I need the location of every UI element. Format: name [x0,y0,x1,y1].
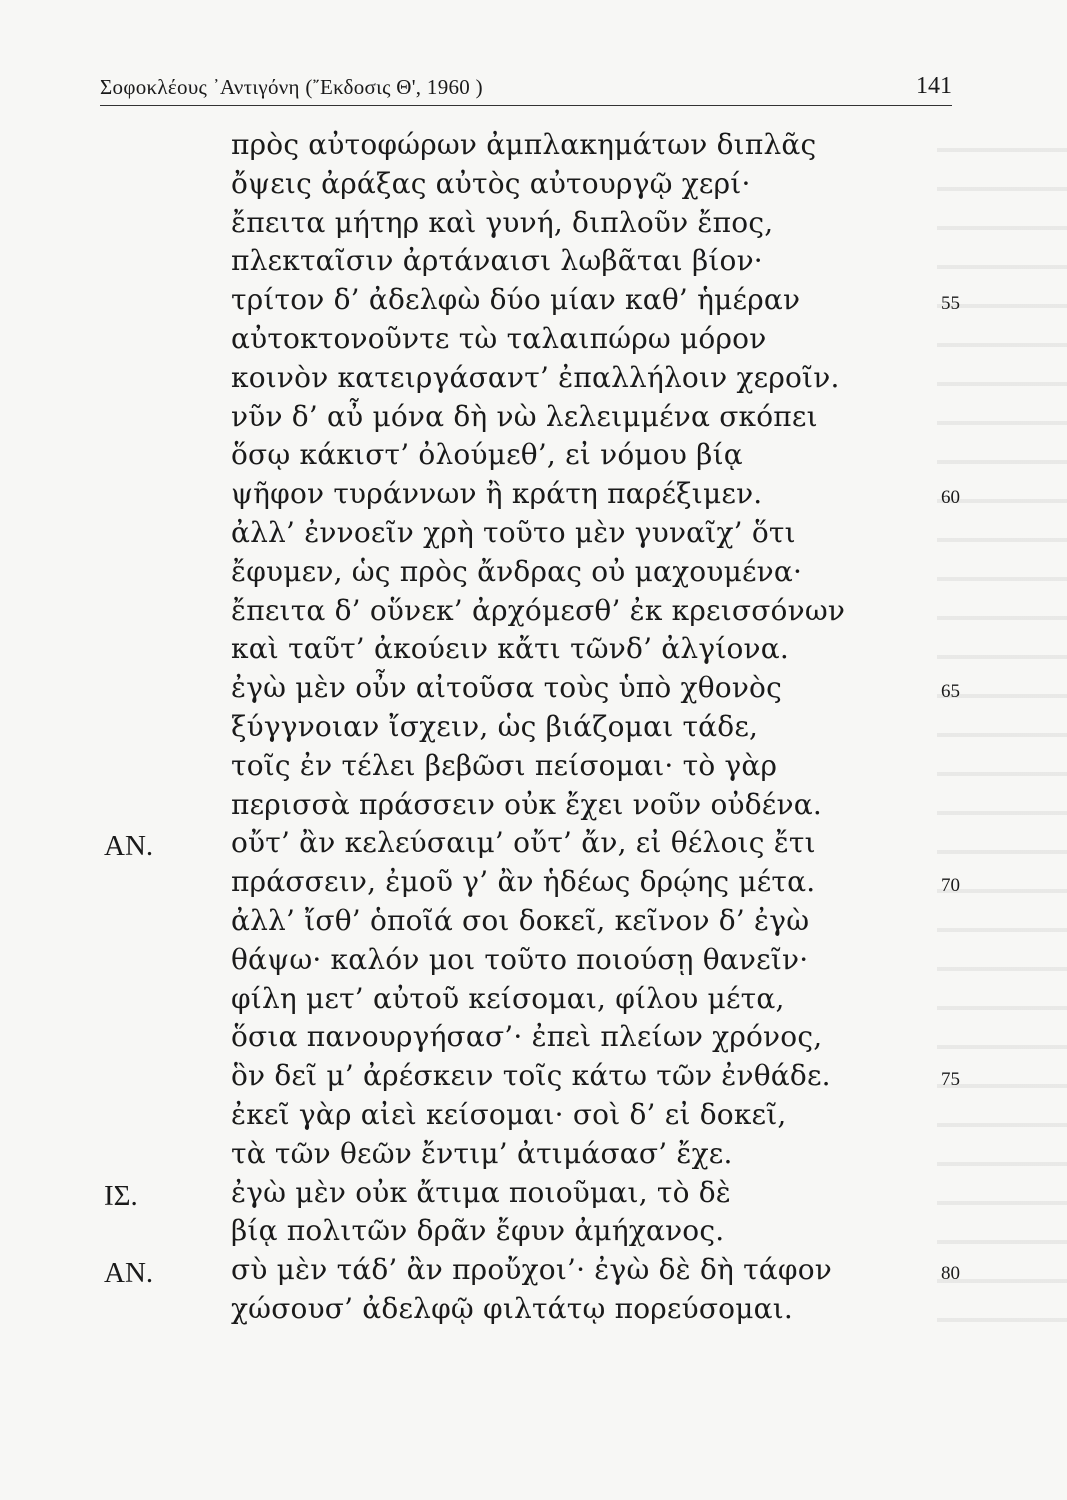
verse-text: περισσὰ πράσσειν οὐκ ἔχει νοῦν οὐδένα. [231,787,822,821]
verse-line [100,865,960,904]
verse-line [100,244,960,283]
verse-line [100,671,960,710]
line-number: 75 [941,1069,960,1091]
page-number: 141 [916,73,952,99]
line-number: 80 [941,1263,960,1285]
verse-text: ψῆφον τυράννων ἢ κράτη παρέξιμεν. [231,477,763,511]
verse-line [100,477,960,516]
line-number: 65 [941,681,960,703]
verse-text: ἐγὼ μὲν οὖν αἰτοῦσα τοὺς ὑπὸ χθονὸς [231,671,782,705]
line-number: 55 [941,293,960,315]
running-header [100,66,952,106]
verse-text: κοινὸν κατειργάσαντ’ ἐπαλλήλοιν χεροῖν. [231,360,840,394]
verse-text: ὅσῳ κάκιστ’ ὀλούμεθ’, εἰ νόμου βίᾳ [231,438,743,472]
verse-text: οὔτ’ ἂν κελεύσαιμ’ οὔτ’ ἄν, εἰ θέλοις ἔτι [231,826,816,860]
verse-text: ἐκεῖ γὰρ αἰεὶ κείσομαι· σοὶ δ’ εἰ δοκεῖ, [231,1097,787,1131]
verse-line [100,826,960,865]
verse-text: τρίτον δ’ ἀδελφὼ δύο μίαν καθ’ ἡμέραν [231,283,801,317]
verse-text: ἔπειτα δ’ οὕνεκ’ ἀρχόμεσθ’ ἐκ κρεισσόνων [231,593,846,627]
verse-line [100,400,960,439]
verse-line [100,283,960,322]
line-number: 60 [941,487,960,509]
verse-line [100,322,960,361]
verse-text: ἔφυμεν, ὡς πρὸς ἄνδρας οὐ μαχουμένα· [231,554,803,588]
verse-text: αὐτοκτονοῦντε τὼ ταλαιπώρω μόρον [231,321,767,355]
verse-line [100,128,960,167]
verse-line [100,710,960,749]
verse-line [100,555,960,594]
verse-line [100,1020,960,1059]
verse-line [100,361,960,400]
line-number: 70 [941,875,960,897]
verse-line [100,1059,960,1098]
verse-line [100,516,960,555]
verse-text-block [100,128,960,1331]
verse-line [100,943,960,982]
header-rule [100,105,952,106]
verse-text: ἀλλ’ ἐννοεῖν χρὴ τοῦτο μὲν γυναῖχ’ ὅτι [231,515,796,549]
verse-text: πρὸς αὐτοφώρων ἀμπλακημάτων διπλᾶς [231,128,817,161]
verse-line [100,438,960,477]
verse-line [100,1292,960,1331]
verse-line [100,788,960,827]
verse-text: πράσσειν, ἐμοῦ γ’ ἂν ἡδέως δρῴης μέτα. [231,865,816,899]
verse-line [100,1176,960,1215]
running-header-title: Σοφοκλέους ᾿Αντιγόνη (῎Εκδοσις Θ', 1960 ) [100,75,483,99]
verse-line [100,1253,960,1292]
verse-text: ὄψεις ἀράξας αὐτὸς αὐτουργῷ χερί· [231,166,751,200]
verse-line [100,632,960,671]
verse-text: ἐγὼ μὲν οὐκ ἄτιμα ποιοῦμαι, τὸ δὲ [231,1175,732,1209]
verse-line [100,982,960,1021]
verse-text: σὺ μὲν τάδ’ ἂν προὔχοι’· ἐγὼ δὲ δὴ τάφον [231,1253,833,1287]
speaker-label: ΙΣ. [104,1179,138,1212]
verse-text: ξύγγνοιαν ἴσχειν, ὡς βιάζομαι τάδε, [231,709,759,743]
verse-text: ἀλλ’ ἴσθ’ ὁποῖά σοι δοκεῖ, κεῖνον δ’ ἐγὼ [231,903,810,937]
verse-line [100,206,960,245]
verse-text: τὰ τῶν θεῶν ἔντιμ’ ἀτιμάσασ’ ἔχε. [231,1136,733,1170]
verse-line [100,1098,960,1137]
verse-text: ὃν δεῖ μ’ ἀρέσκειν τοῖς κάτω τῶν ἐνθάδε. [231,1059,831,1093]
verse-line [100,167,960,206]
speaker-label: ΑΝ. [104,1257,154,1290]
verse-text: τοῖς ἐν τέλει βεβῶσι πείσομαι· τὸ γὰρ [231,748,778,782]
verse-text: ὅσια πανουργήσασ’· ἐπεὶ πλείων χρόνος, [231,1020,823,1054]
verse-text: νῦν δ’ αὖ μόνα δὴ νὼ λελειμμένα σκόπει [231,399,818,433]
verse-line [100,904,960,943]
verse-line [100,1214,960,1253]
verse-text: θάψω· καλόν μοι τοῦτο ποιούσῃ θανεῖν· [231,942,809,976]
verse-line [100,594,960,633]
verse-line [100,1137,960,1176]
verse-text: ἔπειτα μήτηρ καὶ γυνή, διπλοῦν ἔπος, [231,205,774,239]
speaker-label: ΑΝ. [104,830,154,863]
verse-text: βίᾳ πολιτῶν δρᾶν ἔφυν ἀμήχανος. [231,1214,725,1248]
verse-text: καὶ ταῦτ’ ἀκούειν κἄτι τῶνδ’ ἀλγίονα. [231,632,789,666]
verse-text: χώσουσ’ ἀδελφῷ φιλτάτῳ πορεύσομαι. [231,1291,794,1325]
verse-text: φίλη μετ’ αὐτοῦ κείσομαι, φίλου μέτα, [231,981,785,1015]
verse-text: πλεκταῖσιν ἀρτάναισι λωβᾶται βίον· [231,244,763,278]
verse-line [100,749,960,788]
